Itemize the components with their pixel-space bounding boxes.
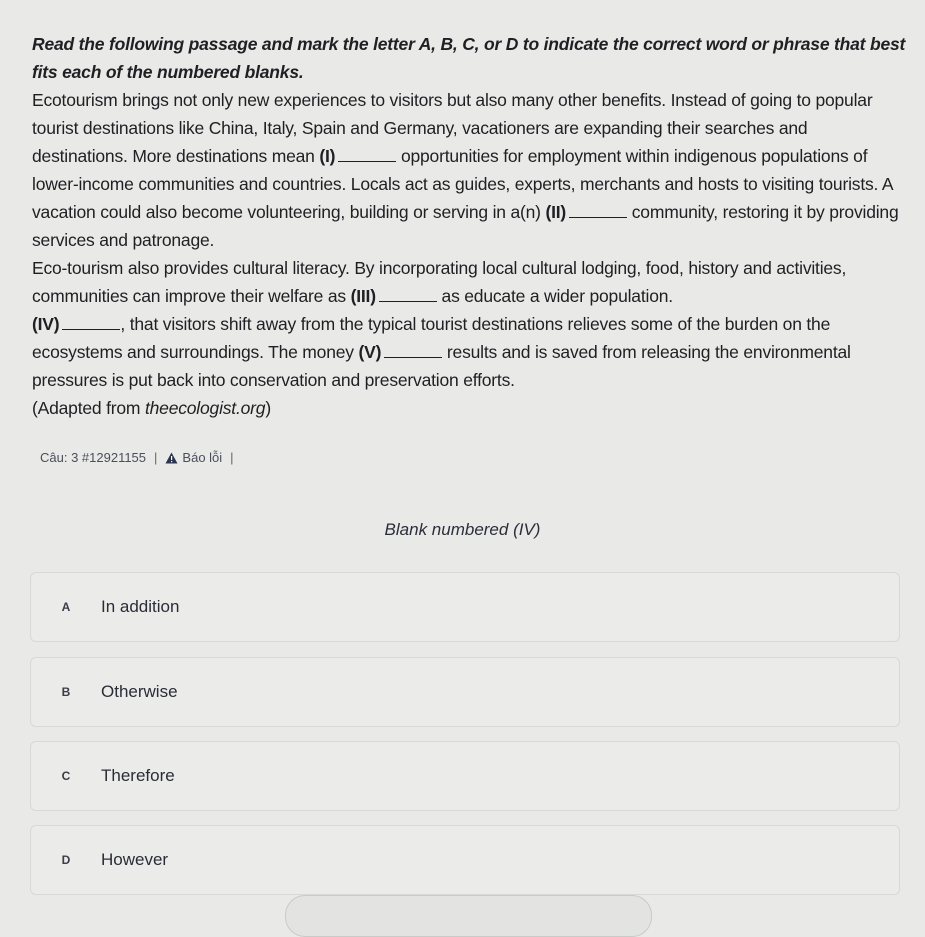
passage-paragraph-3 bbox=[32, 310, 907, 394]
submit-button[interactable] bbox=[285, 895, 652, 937]
passage-source bbox=[32, 394, 907, 422]
report-error-link[interactable] bbox=[165, 450, 222, 465]
blank-iii-line bbox=[379, 285, 437, 302]
question-meta-bar bbox=[40, 450, 234, 465]
meta-separator: | bbox=[154, 450, 158, 465]
paragraph-3-part-b: results and is saved from releasing the environmental pressures is put back into conservation and preservation efforts. bbox=[32, 342, 851, 390]
paragraph-1-part-c: community, restoring it by providing services and patronage. bbox=[32, 202, 899, 250]
paragraph-2-part-a: Eco-tourism also provides cultural literacy. By incorporating local cultural lodging, food, history and activities, communities can improve their welfare as bbox=[32, 258, 847, 306]
option-d[interactable] bbox=[30, 825, 900, 895]
paragraph-3-part-a: , that visitors shift away from the typical tourist destinations relieves some of the burden on the ecosystems and surroundings. The money bbox=[32, 314, 831, 362]
report-error-label: Báo lỗi bbox=[182, 450, 223, 465]
blank-iii-label: (III) bbox=[350, 286, 376, 306]
option-a[interactable] bbox=[30, 572, 900, 642]
passage-instruction: Read the following passage and mark the letter A, B, C, or D to indicate the correct word or phrase that best fits each of the numbered blanks. bbox=[32, 34, 906, 82]
option-letter: D bbox=[61, 853, 71, 867]
blank-ii-line bbox=[569, 201, 627, 218]
blank-ii-label: (II) bbox=[545, 202, 567, 222]
paragraph-1-part-b: opportunities for employment within indigenous populations of lower-income communities and countries. Locals act as guides, experts, merchants and hosts to visiting tourists. A vacation could also become volunteering, building or serving in a(n) bbox=[32, 146, 893, 222]
question-id: Câu: 3 #12921155 bbox=[40, 450, 147, 465]
paragraph-1-part-a: Ecotourism brings not only new experiences to visitors but also many other benefits. Instead of going to popular tourist destinations like China, Italy, Spain and Germany, vacationers are expanding their searches and destinations. More destinations mean bbox=[32, 90, 873, 166]
blank-i-line bbox=[338, 145, 396, 162]
passage-paragraph-2 bbox=[32, 254, 907, 310]
option-letter: B bbox=[61, 685, 71, 699]
option-letter: C bbox=[61, 769, 71, 783]
meta-separator-end: | bbox=[230, 450, 234, 465]
reading-passage bbox=[32, 30, 907, 422]
passage-paragraph-1 bbox=[32, 86, 907, 254]
warning-icon bbox=[165, 452, 178, 464]
question-prompt: Blank numbered (IV) bbox=[384, 520, 541, 539]
option-b[interactable] bbox=[30, 657, 900, 727]
option-text: Otherwise bbox=[101, 682, 178, 701]
option-text: In addition bbox=[101, 597, 180, 616]
blank-iv-line bbox=[62, 313, 120, 330]
source-prefix: (Adapted from bbox=[32, 398, 141, 418]
blank-iv-label: (IV) bbox=[32, 314, 60, 334]
source-suffix: ) bbox=[265, 398, 271, 418]
option-c[interactable] bbox=[30, 741, 900, 811]
option-text: However bbox=[101, 850, 169, 869]
blank-v-line bbox=[384, 341, 442, 358]
option-letter: A bbox=[61, 600, 71, 614]
blank-v-label: (V) bbox=[358, 342, 382, 362]
option-text: Therefore bbox=[101, 766, 175, 785]
source-site: theecologist.org bbox=[144, 398, 266, 418]
blank-i-label: (I) bbox=[319, 146, 336, 166]
paragraph-2-part-b: as educate a wider population. bbox=[441, 286, 673, 306]
